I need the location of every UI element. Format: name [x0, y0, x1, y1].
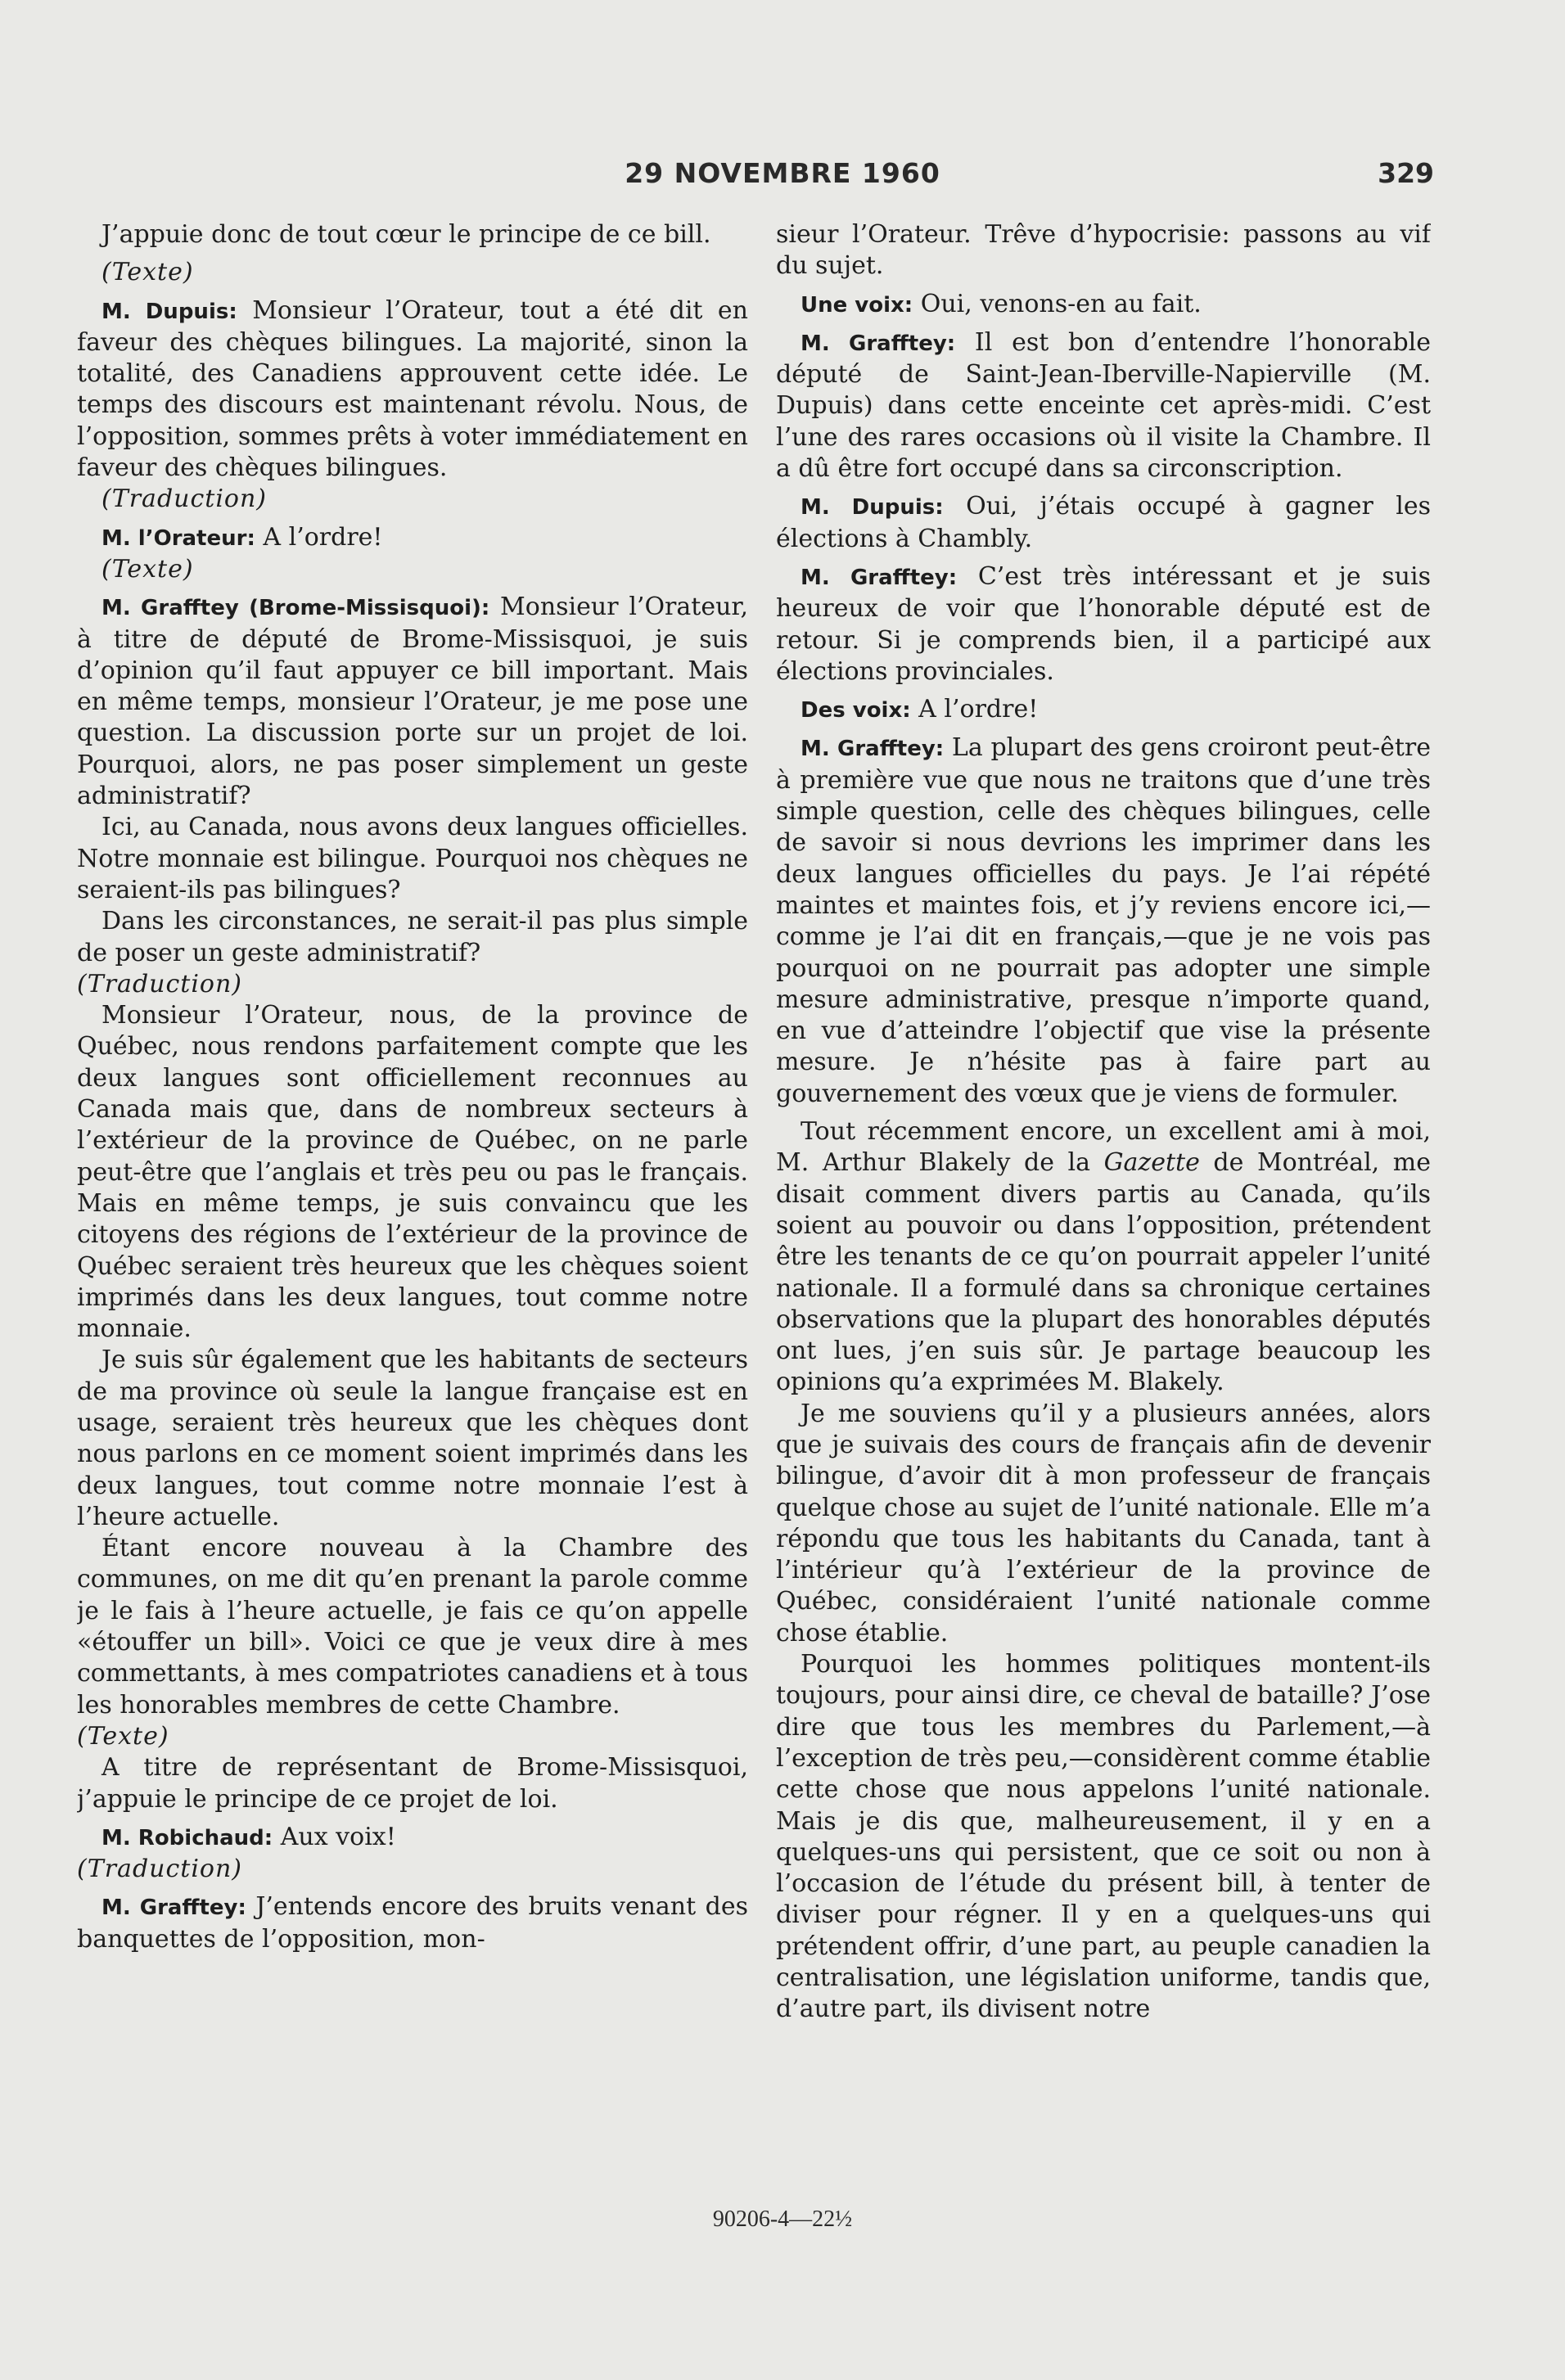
paragraph: sieur l’Orateur. Trêve d’hypocrisie: passons au vif du sujet.	[776, 220, 1431, 281]
printer-code: 90206-4—22½	[712, 2206, 853, 2232]
speaker-name: M. l’Orateur:	[101, 525, 255, 551]
paragraph-text: Tout récemment encore, un excellent ami à moi, M. Arthur Blakely de la	[776, 1117, 1431, 1178]
speech-paragraph	[776, 732, 1431, 1110]
paragraph: Je suis sûr également que les habitants de secteurs de ma province où seule la langue française est en usage, seraient très heureux que les chèques dont nous parlons en ce moment soient imprimés dans les deux langues, tout comme notre monnaie l’est à l’heure actuelle.	[77, 1346, 748, 1531]
speech-paragraph	[77, 1822, 748, 1854]
page-number: 329	[1378, 157, 1434, 189]
speaker-name: M. Robichaud:	[101, 1825, 273, 1850]
speaker-name: M. Grafftey:	[101, 1895, 246, 1921]
language-rubric: (Traduction)	[101, 485, 268, 514]
speech-text: Oui, j’étais occupé à gagner les élections à Chambly.	[776, 492, 1431, 553]
speech-paragraph	[77, 295, 748, 485]
speech-paragraph	[77, 592, 748, 812]
speech-text: La plupart des gens croiront peut-être à première vue que nous ne traitons que d’une très simple question, celle des chèques bilingues, celle de savoir si nous devrions les imprimer dans les deux langues officielles du pays. Je l’ai répété maintes et maintes fois, et j’y reviens encore ici,—comme je l’ai dit en français,—que je ne vois pas pourquoi on ne pourrait pas adopter une simple mesure administrative, presque n’importe quand, en vue d’atteindre l’objectif que vise la présente mesure. Je n’hésite pas à faire part au gouvernement des vœux que je viens de formuler.	[776, 733, 1431, 1108]
paragraph: Ici, au Canada, nous avons deux langues officielles. Notre monnaie est bilingue. Pourquoi nos chèques ne seraient-ils pas bilingues?	[77, 813, 748, 904]
newspaper-title: Gazette	[1103, 1148, 1200, 1178]
language-rubric: (Traduction)	[77, 1855, 243, 1884]
speaker-name: M. Dupuis:	[801, 495, 944, 521]
page-header	[0, 157, 1565, 198]
speech-text: A l’ordre!	[255, 522, 383, 552]
paragraph: Étant encore nouveau à la Chambre des communes, on me dit qu’en prenant la parole comme je le fais à l’heure actuelle, je fais ce qu’on appelle «étouffer un bill». Voici ce que je veux dire à mes commettants, à mes compatriotes canadiens et à tous les honorables membres de cette Chambre.	[77, 1534, 748, 1720]
speech-paragraph	[776, 491, 1431, 555]
speech-paragraph	[776, 327, 1431, 485]
paragraph	[776, 1116, 1431, 1399]
speaker-name: M. Grafftey:	[801, 565, 958, 590]
speech-text: Monsieur l’Orateur, tout a été dit en faveur des chèques bilingues. La majorité, sinon la totalité, des Canadiens approuvent cette idée. Le temps des discours est maintenant révolu. Nous, de l’opposition, sommes prêts à voter immédiatement en faveur des chèques bilingues.	[77, 295, 748, 483]
page-date-title: 29 NOVEMBRE 1960	[625, 157, 940, 189]
paragraph-text: de Montréal, me disait comment divers partis au Canada, qu’ils soient au pouvoir ou dans l’opposition, prétendent être les tenants de ce qu’on pourrait appeler l’unité nationale. Il a formulé dans sa chronique certaines observations que la plupart des honorables députés ont lues, j’en suis sûr. Je partage beaucoup les opinions qu’a exprimées M. Blakely.	[776, 1148, 1431, 1397]
speaker-name: M. Grafftey (Brome-Missisquoi):	[101, 596, 490, 621]
language-rubric: (Traduction)	[77, 969, 243, 998]
speaker-name: Une voix:	[801, 292, 913, 318]
speech-paragraph	[77, 1891, 748, 1955]
speaker-name: Des voix:	[801, 698, 911, 723]
speaker-name: M. Grafftey:	[801, 331, 956, 356]
speech-text: Oui, venons-en au fait.	[913, 289, 1202, 318]
speech-paragraph	[77, 522, 748, 554]
speech-paragraph	[776, 694, 1431, 726]
paragraph: A titre de représentant de Brome-Missisquoi, j’appuie le principe de ce projet de loi.	[77, 1753, 748, 1814]
language-rubric: (Texte)	[101, 554, 194, 584]
speech-paragraph	[776, 561, 1431, 687]
right-column	[776, 219, 1431, 2175]
speaker-name: M. Dupuis:	[101, 299, 237, 324]
paragraph: Pourquoi les hommes politiques montent-ils toujours, pour ainsi dire, ce cheval de bataille? J’ose dire que tous les membres du Parlement,—à l’exception de très peu,—considèrent comme établie cette chose que nous appelons l’unité nationale. Mais je dis que, malheureusement, il y en a quelques-uns qui persistent, que ce soit ou non à l’occasion de l’étude du présent bill, à tenter de diviser pour régner. Il y en a quelques-uns qui prétendent offrir, d’une part, au peuple canadien la centralisation, une législation uniforme, tandis que, d’autre part, ils divisent notre	[776, 1650, 1431, 2024]
speech-text: C’est très intéressant et je suis heureux de voir que l’honorable député est de retour. Si je comprends bien, il a participé aux élections provinciales.	[776, 561, 1431, 686]
paragraph: Monsieur l’Orateur, nous, de la province de Québec, nous rendons parfaitement compte que les deux langues sont officiellement reconnues au Canada mais que, dans de nombreux secteurs à l’extérieur de la province de Québec, on ne parle peut-être que l’anglais et très peu ou pas le français. Mais en même temps, je suis convaincu que les citoyens des régions de l’extérieur de la province de Québec seraient très heureux que les chèques soient imprimés dans les deux langues, tout comme notre monnaie.	[77, 1001, 748, 1344]
speaker-name: M. Grafftey:	[801, 737, 945, 762]
speech-text: J’entends encore des bruits venant des banquettes de l’opposition, mon-	[77, 1892, 748, 1954]
paragraph: Je me souviens qu’il y a plusieurs années, alors que je suivais des cours de français afin de devenir bilingue, d’avoir dit à mon professeur de français quelque chose au sujet de l’unité nationale. Elle m’a répondu que tous les habitants du Canada, tant à l’intérieur qu’à l’extérieur de la province de Québec, considéraient l’unité nationale comme chose établie.	[776, 1399, 1431, 1648]
speech-text: Monsieur l’Orateur, à titre de député de Brome-Missisquoi, je suis d’opinion qu’il faut appuyer ce bill important. Mais en même temps, monsieur l’Orateur, je me pose une question. La discussion porte sur un projet de loi. Pourquoi, alors, ne pas poser simplement un geste administratif?	[77, 593, 748, 811]
speech-text: A l’ordre!	[910, 695, 1039, 724]
speech-text: Il est bon d’entendre l’honorable député de Saint-Jean-Iberville-Napierville (M. Dupuis) dans cette enceinte cet après-midi. C’est l’une des rares occasions où il visite la Chambre. Il a dû être fort occupé dans sa circonscription.	[776, 327, 1431, 484]
paragraph: J’appuie donc de tout cœur le principe de ce bill.	[101, 220, 711, 249]
left-column	[77, 219, 748, 2175]
paragraph: Dans les circonstances, ne serait-il pas plus simple de poser un geste administratif?	[77, 907, 748, 967]
language-rubric: (Texte)	[77, 1721, 169, 1751]
speech-paragraph	[776, 289, 1431, 321]
speech-text: Aux voix!	[273, 1822, 396, 1851]
language-rubric: (Texte)	[101, 258, 194, 287]
